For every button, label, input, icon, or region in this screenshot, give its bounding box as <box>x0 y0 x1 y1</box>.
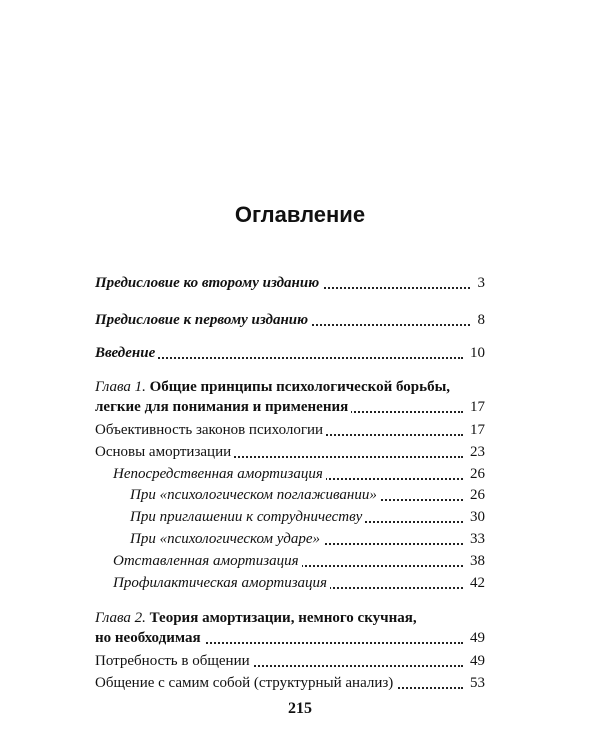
toc-entry-direct-amortization <box>0 464 600 484</box>
toc-entry-label: но необходимая <box>95 628 204 648</box>
toc-entry-page: 33 <box>470 531 485 547</box>
toc-entry-page: 8 <box>477 312 485 328</box>
toc-entry-page: 17 <box>470 422 485 438</box>
toc-entry-label: Предисловие к первому изданию <box>95 310 311 330</box>
toc-entry-label: Профилактическая амортизация <box>113 573 330 593</box>
toc-entry-label: Непосредственная амортизация <box>113 464 326 484</box>
page-number: 215 <box>288 700 312 717</box>
toc-entry-preface-second <box>0 273 600 293</box>
toc-entry-page: 26 <box>470 466 485 482</box>
toc-entry-page: 26 <box>470 487 485 503</box>
chapter-title-line: Общие принципы психологической борьбы, <box>149 379 451 395</box>
toc-entry-page: 53 <box>470 675 485 691</box>
toc-entry-label: Предисловие ко второму изданию <box>95 273 322 293</box>
toc-entry-page: 10 <box>470 345 485 361</box>
toc-entry-label: Введение <box>95 343 158 363</box>
toc-entry-label: При «психологическом ударе» <box>130 529 323 549</box>
toc-entry-label: Основы амортизации <box>95 442 234 462</box>
toc-entry-page: 49 <box>470 630 485 646</box>
toc-entry-blow <box>0 529 600 549</box>
toc-entry-preventive-amortization <box>0 573 600 593</box>
toc-entry-chapter-2 <box>0 628 600 648</box>
chapter-1-heading <box>95 377 450 397</box>
toc-entry-label: Отставленная амортизация <box>113 551 302 571</box>
toc-entry-stroking <box>0 485 600 505</box>
toc-entry-label: легкие для понимания и применения <box>95 397 351 417</box>
chapter-2-heading <box>95 608 417 628</box>
chapter-number: Глава 1. <box>95 379 146 395</box>
toc-entry-page: 42 <box>470 575 485 591</box>
toc-entry-page: 17 <box>470 399 485 415</box>
toc-entry-chapter-1 <box>0 397 600 417</box>
toc-entry-page: 38 <box>470 553 485 569</box>
toc-entry-label: Общение с самим собой (структурный анализ) <box>95 673 396 693</box>
toc-entry-page: 3 <box>477 275 485 291</box>
toc-entry-label: При приглашении к сотрудничеству <box>130 507 365 527</box>
toc-entry-preface-first <box>0 310 600 330</box>
toc-entry-page: 23 <box>470 444 485 460</box>
chapter-number: Глава 2. <box>95 610 146 626</box>
toc-entry-label: При «психологическом поглаживании» <box>130 485 380 505</box>
toc-entry-label: Потребность в общении <box>95 651 253 671</box>
toc-entry-introduction <box>0 343 600 363</box>
toc-entry-self-communication <box>0 673 600 693</box>
toc-entry-invitation <box>0 507 600 527</box>
toc-entry-objectivity <box>0 420 600 440</box>
toc-entry-amortization-basics <box>0 442 600 462</box>
page-title: Оглавление <box>234 202 366 227</box>
toc-entry-label: Объективность законов психологии <box>95 420 326 440</box>
toc-entry-delayed-amortization <box>0 551 600 571</box>
toc-entry-page: 49 <box>470 653 485 669</box>
toc-entry-page: 30 <box>470 509 485 525</box>
chapter-title-line: Теория амортизации, немного скучная, <box>149 610 417 626</box>
toc-entry-communication-need <box>0 651 600 671</box>
